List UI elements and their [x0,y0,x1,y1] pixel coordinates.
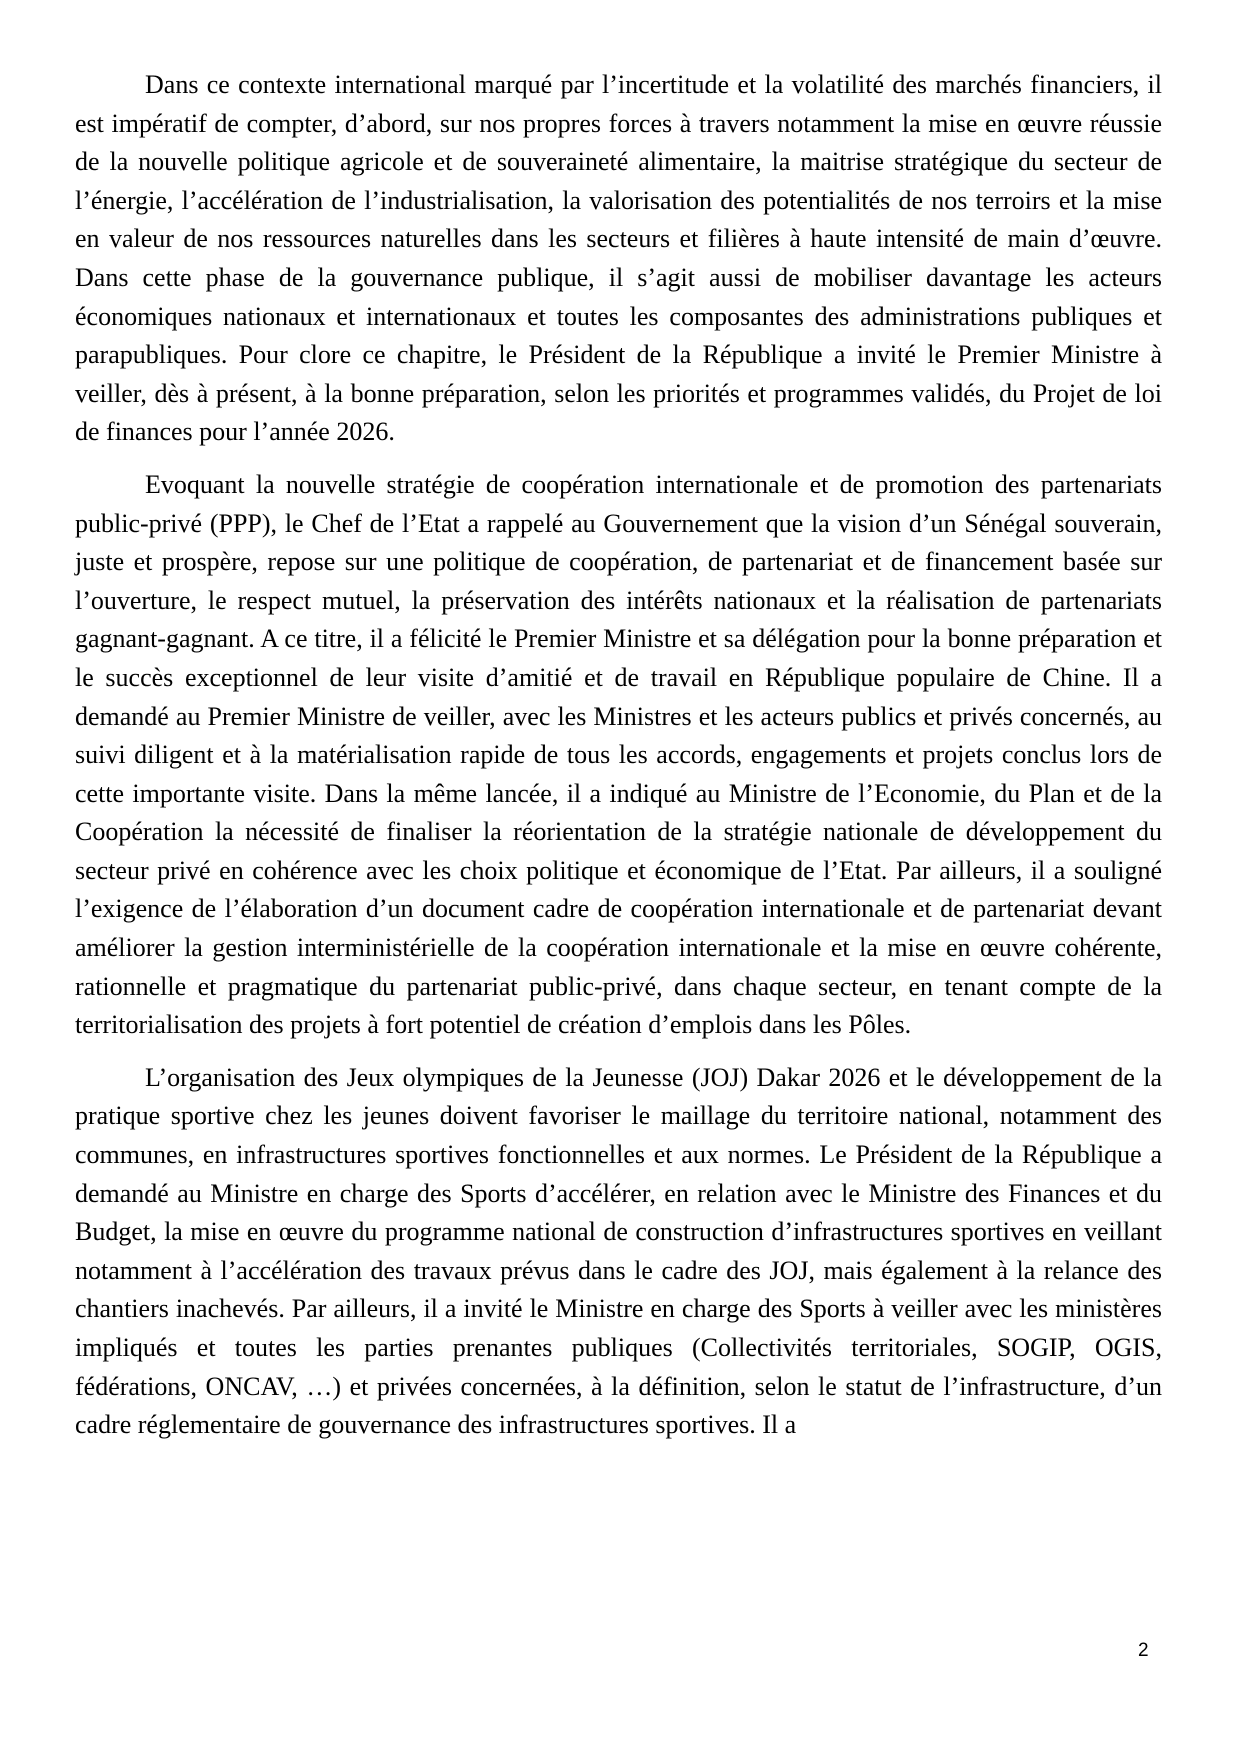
paragraph-economic-context: Dans ce contexte international marqué par l’incertitude et la volatilité des marchés financiers, il est impératif de compter, d’abord, sur nos propres forces à travers notamment la mise en œuvre réussie de la nouvelle politique agricole et de souveraineté alimentaire, la maitrise stratégique du secteur de l’énergie, l’accélération de l’industrialisation, la valorisation des potentialités de nos terroirs et la mise en valeur de nos ressources naturelles dans les secteurs et filières à haute intensité de main d’œuvre. Dans cette phase de la gouvernance publique, il s’agit aussi de mobiliser davantage les acteurs économiques nationaux et internationaux et toutes les composantes des administrations publiques et parapubliques. Pour clore ce chapitre, le Président de la République a invité le Premier Ministre à veiller, dès à présent, à la bonne préparation, selon les priorités et programmes validés, du Projet de loi de finances pour l’année 2026. [75,70,1162,447]
page-body [75,66,1162,1459]
paragraph-youth-olympic-games: L’organisation des Jeux olympiques de la Jeunesse (JOJ) Dakar 2026 et le développement de la pratique sportive chez les jeunes doivent favoriser le maillage du territoire national, notamment des communes, en infrastructures sportives fonctionnelles et aux normes. Le Président de la République a demandé au Ministre en charge des Sports d’accélérer, en relation avec le Ministre des Finances et du Budget, la mise en œuvre du programme national de construction d’infrastructures sportives en veillant notamment à l’accélération des travaux prévus dans le cadre des JOJ, mais également à la relance des chantiers inachevés. Par ailleurs, il a invité le Ministre en charge des Sports à veiller avec les ministères impliqués et toutes les parties prenantes publiques (Collectivités territoriales, SOGIP, OGIS, fédérations, ONCAV, …) et privées concernées, à la définition, selon le statut de l’infrastructure, d’un cadre réglementaire de gouvernance des infrastructures sportives. Il a [75,1062,1162,1440]
page-number: 2 [1138,1640,1149,1661]
paragraph-international-cooperation: Evoquant la nouvelle stratégie de coopération internationale et de promotion des partenariats public-privé (PPP), le Chef de l’Etat a rappelé au Gouvernement que la vision d’un Sénégal souverain, juste et prospère, repose sur une politique de coopération, de partenariat et de financement basée sur l’ouverture, le respect mutuel, la préservation des intérêts nationaux et la réalisation de partenariats gagnant-gagnant. A ce titre, il a félicité le Premier Ministre et sa délégation pour la bonne préparation et le succès exceptionnel de leur visite d’amitié et de travail en République populaire de Chine. Il a demandé au Premier Ministre de veiller, avec les Ministres et les acteurs publics et privés concernés, au suivi diligent et à la matérialisation rapide de tous les accords, engagements et projets conclus lors de cette importante visite. Dans la même lancée, il a indiqué au Ministre de l’Economie, du Plan et de la Coopération la nécessité de finaliser la réorientation de la stratégie nationale de développement du secteur privé en cohérence avec les choix politique et économique de l’Etat. Par ailleurs, il a souligné l’exigence de l’élaboration d’un document cadre de coopération internationale et de partenariat devant améliorer la gestion interministérielle de la coopération internationale et la mise en œuvre cohérente, rationnelle et pragmatique du partenariat public-privé, dans chaque secteur, en tenant compte de la territorialisation des projets à fort potentiel de création d’emplois dans les Pôles. [75,469,1162,1040]
